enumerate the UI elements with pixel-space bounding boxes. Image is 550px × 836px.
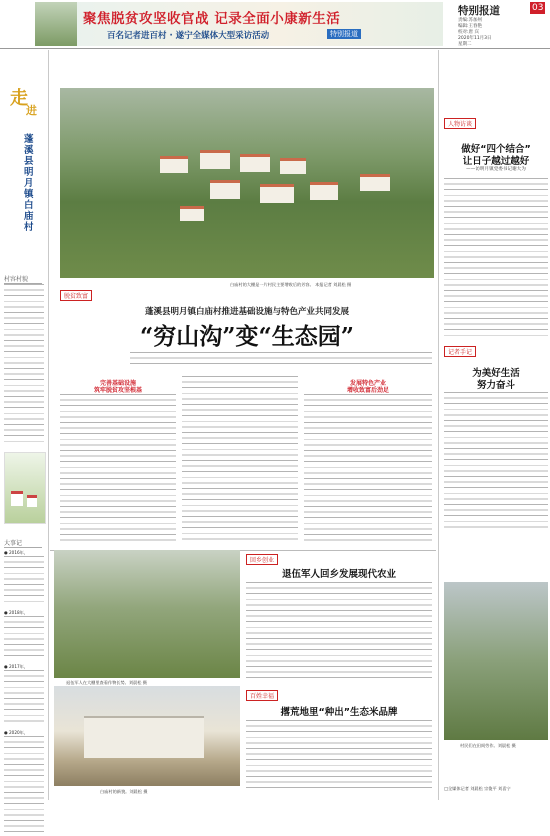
timeline-text	[4, 736, 44, 836]
interview-byline: ——访明月镇党委书记谢大为	[466, 167, 526, 172]
timeline-text	[4, 670, 44, 726]
profile-label: 村容村貌	[4, 274, 42, 284]
feature-photo	[60, 88, 434, 278]
feature-col1	[60, 394, 176, 544]
walk-big-char: 走	[10, 88, 28, 109]
right-divider	[438, 50, 439, 800]
story4-headline: 撂荒地里“种出”生态米品牌	[280, 707, 398, 718]
interview-headline-2: 让日子越过越好	[462, 156, 530, 167]
notes-headline: 为美好生活	[472, 368, 520, 379]
banner-title: 聚焦脱贫攻坚收官战 记录全面小康新生活	[83, 11, 341, 27]
banner-tag: 特别报道	[327, 29, 361, 39]
interview-tag: 人物访谈	[444, 118, 476, 129]
story4-photo	[54, 686, 240, 786]
timeline-item: ● 2016年，	[4, 550, 29, 555]
story3-text	[246, 582, 432, 680]
story4-photo-caption: 白庙村的新貌。刘晨松 摄	[100, 789, 148, 794]
feature-photo-caption: 白庙村的大棚是一片村民主要增收后的芳容。 本报记者 刘晨松 摄	[230, 282, 352, 287]
feature-headline: “穷山沟”变“生态园”	[140, 323, 354, 350]
weekday: 星期二	[458, 42, 472, 47]
timeline-item: ● 2017年，	[4, 664, 29, 669]
story3-photo	[54, 550, 240, 678]
footer-credit: □全媒体记者 刘晨松 宗俊平 刘喜宁	[444, 786, 511, 791]
page-number: 03	[532, 3, 544, 13]
profile-text	[4, 284, 44, 444]
notes-text	[444, 392, 548, 532]
section-title: 特别报道	[458, 5, 500, 17]
walk-small-char: 进	[26, 104, 37, 117]
story3-tag: 回乡创业	[246, 554, 278, 565]
editor: 责编:苏加州	[458, 18, 483, 23]
feature-col3	[304, 394, 432, 544]
story3-headline: 退伍军人回乡发展现代农业	[281, 569, 396, 580]
left-column	[0, 50, 47, 800]
notes-photo-caption: 村民们在田间劳作。刘晨松 摄	[460, 743, 516, 748]
designer: 编辑:王春艳	[458, 24, 483, 29]
left-divider	[48, 50, 49, 800]
timeline-item: ● 2020年，	[4, 730, 29, 735]
notes-headline-2: 努力奋斗	[476, 380, 515, 391]
notes-tag: 记者手记	[444, 346, 476, 357]
story4-text	[246, 720, 432, 790]
top-rule	[0, 48, 550, 49]
timeline-label: 大事记	[4, 538, 42, 548]
sub1: 完善基础设施	[99, 380, 136, 387]
feature-subtitle: 蓬溪县明月镇白庙村推进基础设施与特色产业共同发展	[144, 307, 349, 317]
profile-illustration	[4, 452, 46, 524]
feature-col2	[182, 376, 298, 544]
story4-tag: 百姓幸福	[246, 690, 278, 701]
banner	[35, 2, 443, 46]
sub1b: 筑牢脱贫攻坚根基	[93, 387, 142, 394]
timeline-text	[4, 556, 44, 606]
banner-subtitle: 百名记者进百村 · 遂宁全媒体大型采访活动	[107, 31, 270, 41]
proof: 校对:唐 宾	[458, 30, 479, 35]
village-name: 蓬溪县明月镇白庙村	[24, 134, 34, 233]
sub2: 发展特色产业	[349, 380, 386, 387]
date: 2020年11月3日	[458, 36, 492, 41]
banner-photo	[35, 2, 77, 46]
feature-tag: 脱贫致富	[60, 290, 92, 301]
notes-photo	[444, 582, 548, 740]
interview-text	[444, 178, 548, 340]
timeline-item: ● 2018年，	[4, 610, 29, 615]
story3-photo-caption: 退伍军人在大棚里查看作物长势。刘晨松 摄	[66, 680, 147, 685]
masthead	[458, 2, 550, 46]
sub2b: 增收致富后劲足	[346, 387, 389, 394]
interview-headline: 做好“四个结合”	[461, 144, 531, 155]
timeline-text	[4, 616, 44, 660]
feature-lead	[130, 352, 432, 364]
